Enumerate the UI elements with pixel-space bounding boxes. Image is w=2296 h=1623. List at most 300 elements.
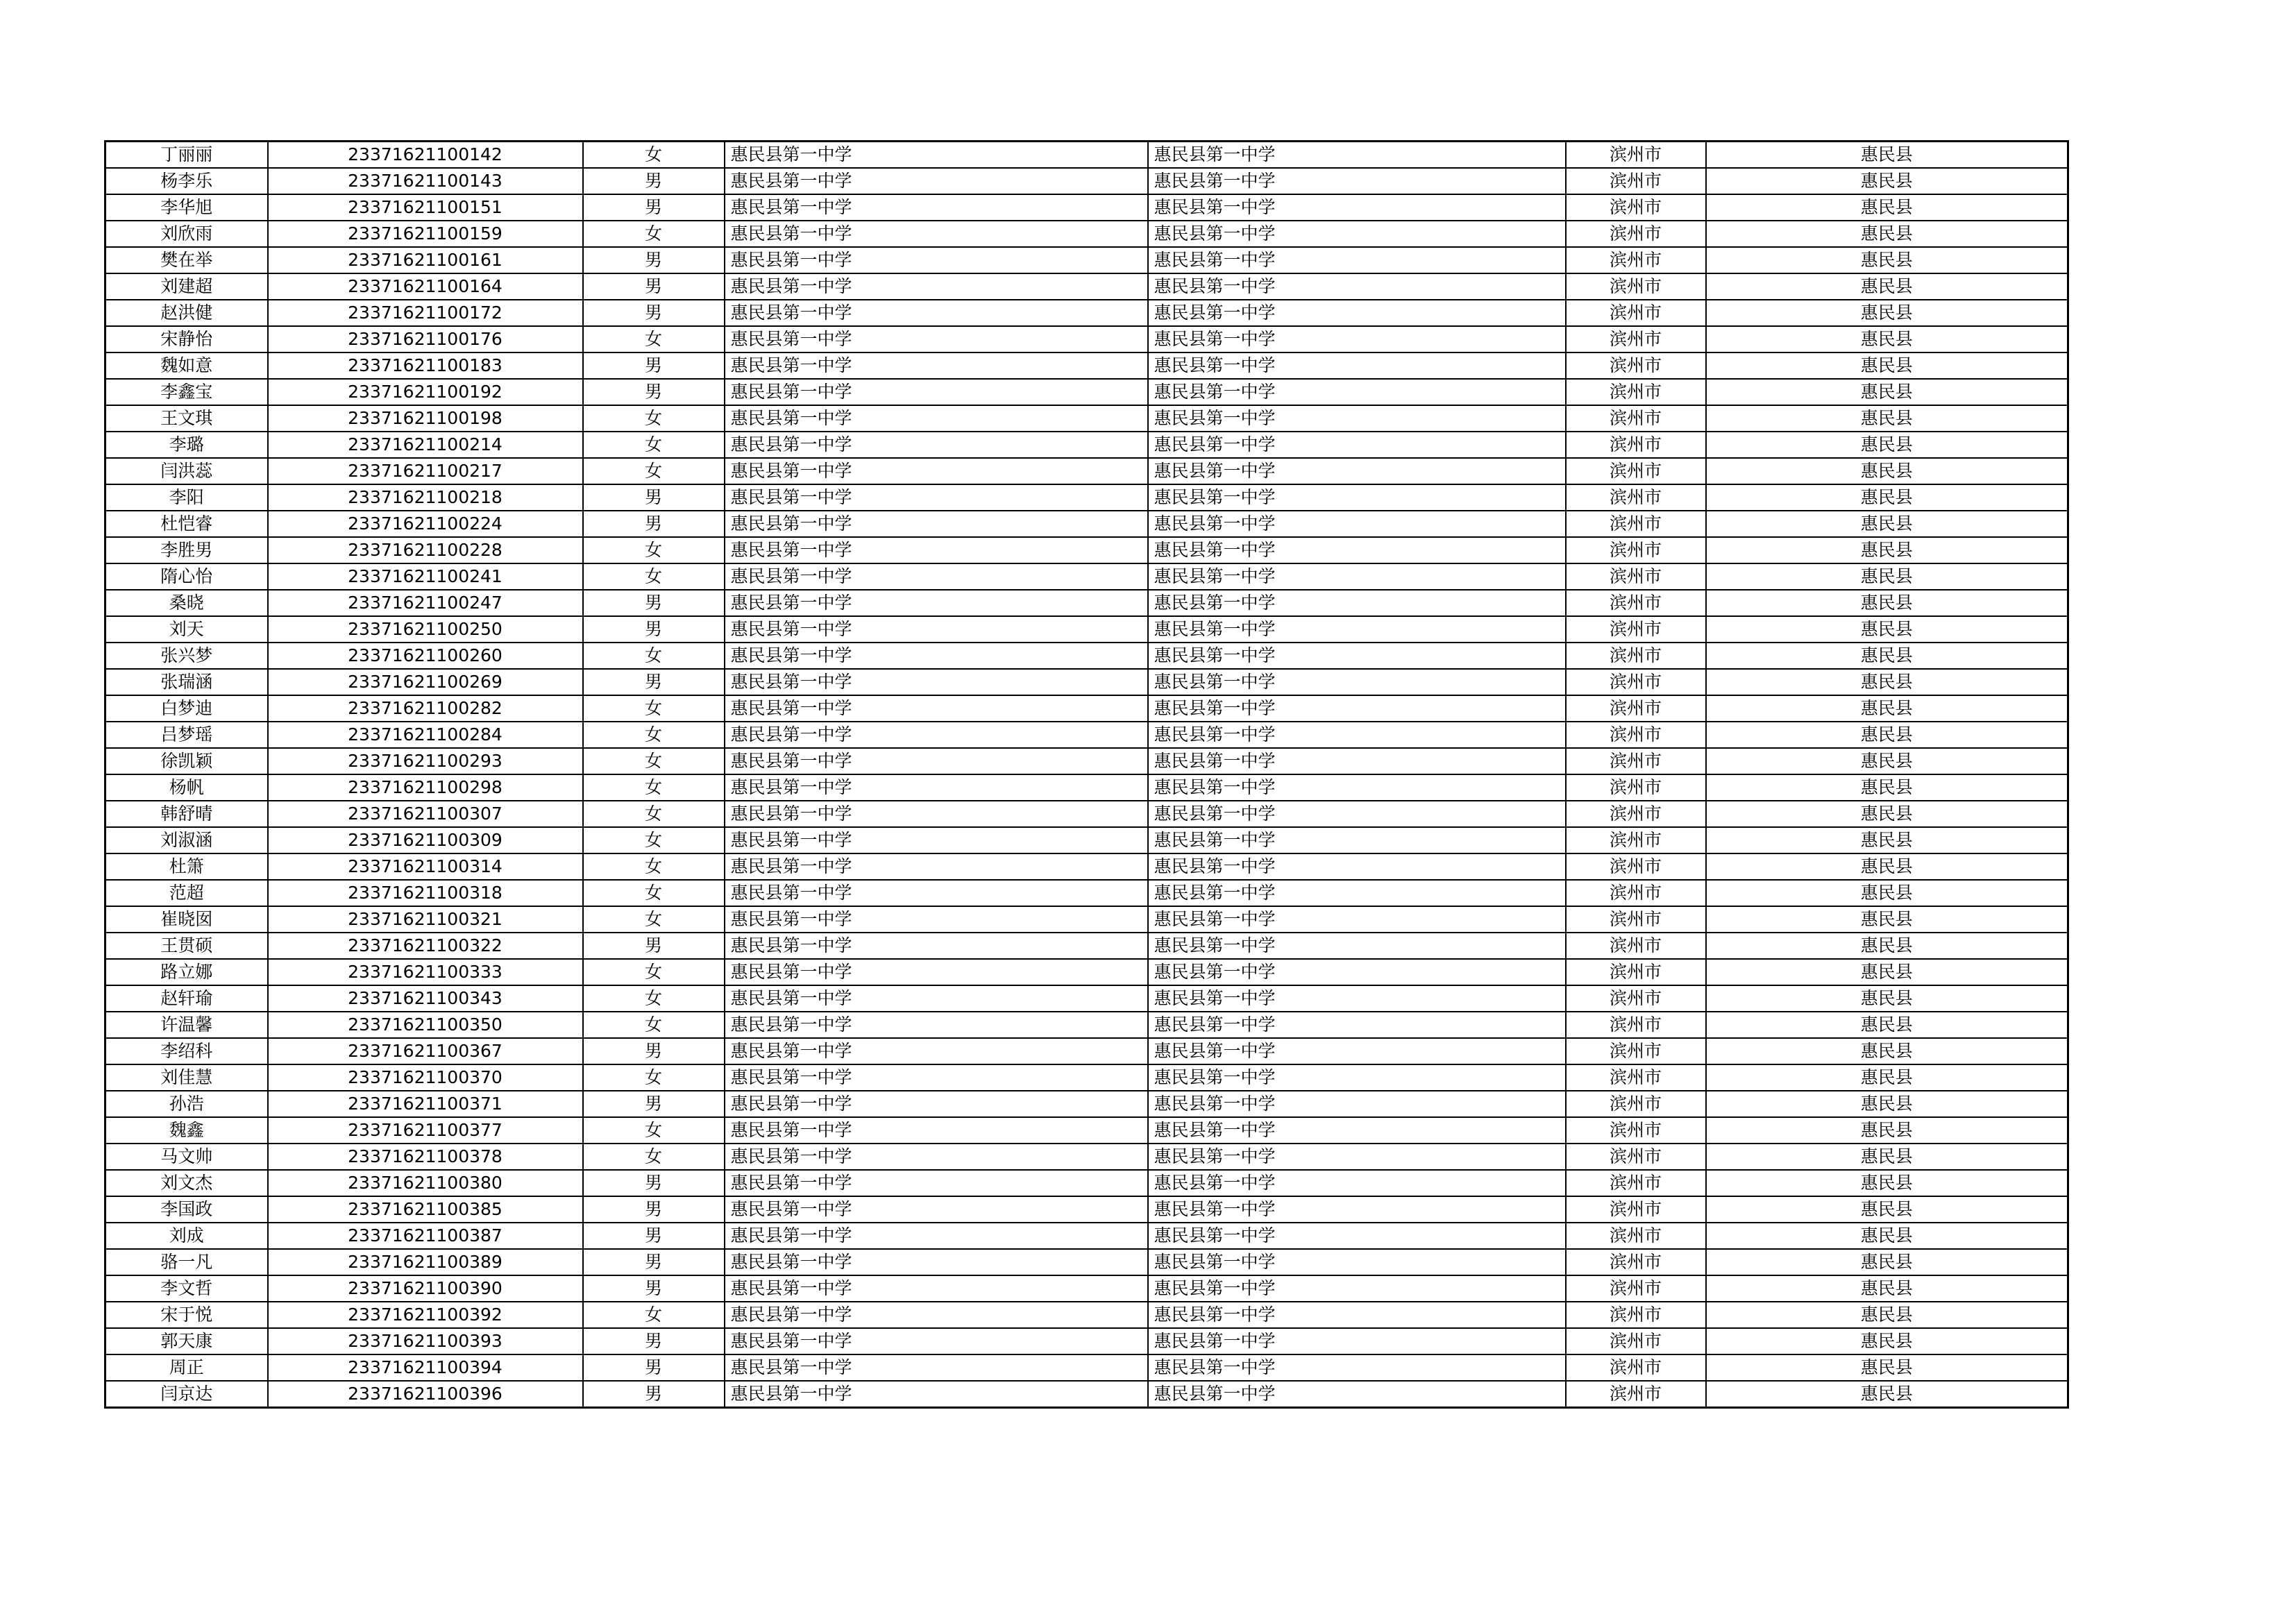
table-row xyxy=(105,326,2068,352)
cell-city: 滨州市 xyxy=(1566,247,1706,273)
cell-gender: 女 xyxy=(583,827,725,853)
cell-city: 滨州市 xyxy=(1566,221,1706,247)
cell-name: 周正 xyxy=(105,1354,268,1381)
cell-name: 王贯硕 xyxy=(105,933,268,959)
cell-county: 惠民县 xyxy=(1706,1196,2068,1223)
cell-city: 滨州市 xyxy=(1566,1144,1706,1170)
cell-exam-site: 惠民县第一中学 xyxy=(1148,985,1566,1012)
cell-school: 惠民县第一中学 xyxy=(725,247,1148,273)
cell-city: 滨州市 xyxy=(1566,880,1706,906)
cell-name: 刘佳慧 xyxy=(105,1064,268,1091)
cell-city: 滨州市 xyxy=(1566,1117,1706,1144)
cell-gender: 男 xyxy=(583,300,725,326)
cell-gender: 男 xyxy=(583,1170,725,1196)
cell-exam-id: 23371621100241 xyxy=(268,563,583,590)
cell-exam-id: 23371621100394 xyxy=(268,1354,583,1381)
cell-city: 滨州市 xyxy=(1566,352,1706,379)
cell-school: 惠民县第一中学 xyxy=(725,352,1148,379)
cell-county: 惠民县 xyxy=(1706,1117,2068,1144)
cell-school: 惠民县第一中学 xyxy=(725,537,1148,563)
cell-exam-id: 23371621100260 xyxy=(268,643,583,669)
table-row xyxy=(105,1275,2068,1302)
cell-county: 惠民县 xyxy=(1706,748,2068,774)
cell-exam-id: 23371621100378 xyxy=(268,1144,583,1170)
cell-exam-site: 惠民县第一中学 xyxy=(1148,484,1566,511)
cell-exam-id: 23371621100269 xyxy=(268,669,583,695)
cell-school: 惠民县第一中学 xyxy=(725,1328,1148,1354)
table-row xyxy=(105,168,2068,194)
cell-city: 滨州市 xyxy=(1566,748,1706,774)
cell-city: 滨州市 xyxy=(1566,563,1706,590)
table-row xyxy=(105,1328,2068,1354)
cell-exam-id: 23371621100377 xyxy=(268,1117,583,1144)
cell-exam-id: 23371621100392 xyxy=(268,1302,583,1328)
cell-county: 惠民县 xyxy=(1706,221,2068,247)
cell-gender: 女 xyxy=(583,458,725,484)
cell-gender: 女 xyxy=(583,1064,725,1091)
cell-school: 惠民县第一中学 xyxy=(725,1038,1148,1064)
cell-gender: 男 xyxy=(583,669,725,695)
cell-exam-site: 惠民县第一中学 xyxy=(1148,643,1566,669)
cell-name: 李璐 xyxy=(105,432,268,458)
cell-exam-id: 23371621100371 xyxy=(268,1091,583,1117)
cell-county: 惠民县 xyxy=(1706,722,2068,748)
cell-gender: 男 xyxy=(583,1354,725,1381)
cell-exam-site: 惠民县第一中学 xyxy=(1148,590,1566,616)
cell-school: 惠民县第一中学 xyxy=(725,1144,1148,1170)
cell-city: 滨州市 xyxy=(1566,1249,1706,1275)
cell-exam-site: 惠民县第一中学 xyxy=(1148,1196,1566,1223)
cell-exam-site: 惠民县第一中学 xyxy=(1148,1144,1566,1170)
cell-county: 惠民县 xyxy=(1706,801,2068,827)
cell-gender: 女 xyxy=(583,537,725,563)
cell-exam-id: 23371621100217 xyxy=(268,458,583,484)
cell-school: 惠民县第一中学 xyxy=(725,1170,1148,1196)
table-row xyxy=(105,273,2068,300)
cell-name: 刘天 xyxy=(105,616,268,643)
cell-name: 樊在举 xyxy=(105,247,268,273)
table-row xyxy=(105,1249,2068,1275)
table-row xyxy=(105,853,2068,880)
table-row xyxy=(105,221,2068,247)
cell-city: 滨州市 xyxy=(1566,853,1706,880)
cell-exam-site: 惠民县第一中学 xyxy=(1148,273,1566,300)
cell-city: 滨州市 xyxy=(1566,273,1706,300)
cell-name: 隋心怡 xyxy=(105,563,268,590)
cell-exam-id: 23371621100143 xyxy=(268,168,583,194)
cell-gender: 男 xyxy=(583,1091,725,1117)
cell-exam-site: 惠民县第一中学 xyxy=(1148,906,1566,933)
cell-name: 刘淑涵 xyxy=(105,827,268,853)
cell-county: 惠民县 xyxy=(1706,1354,2068,1381)
cell-school: 惠民县第一中学 xyxy=(725,1354,1148,1381)
cell-exam-site: 惠民县第一中学 xyxy=(1148,801,1566,827)
table-row xyxy=(105,722,2068,748)
cell-name: 魏鑫 xyxy=(105,1117,268,1144)
cell-county: 惠民县 xyxy=(1706,537,2068,563)
cell-school: 惠民县第一中学 xyxy=(725,748,1148,774)
cell-school: 惠民县第一中学 xyxy=(725,194,1148,221)
cell-county: 惠民县 xyxy=(1706,827,2068,853)
cell-exam-id: 23371621100228 xyxy=(268,537,583,563)
cell-name: 杜恺睿 xyxy=(105,511,268,537)
cell-name: 李国政 xyxy=(105,1196,268,1223)
cell-city: 滨州市 xyxy=(1566,1170,1706,1196)
cell-name: 刘欣雨 xyxy=(105,221,268,247)
cell-name: 张瑞涵 xyxy=(105,669,268,695)
cell-gender: 女 xyxy=(583,853,725,880)
cell-county: 惠民县 xyxy=(1706,432,2068,458)
cell-gender: 男 xyxy=(583,273,725,300)
cell-exam-id: 23371621100250 xyxy=(268,616,583,643)
cell-city: 滨州市 xyxy=(1566,1354,1706,1381)
cell-county: 惠民县 xyxy=(1706,300,2068,326)
cell-gender: 女 xyxy=(583,959,725,985)
cell-school: 惠民县第一中学 xyxy=(725,379,1148,405)
table-row xyxy=(105,880,2068,906)
cell-city: 滨州市 xyxy=(1566,906,1706,933)
cell-exam-site: 惠民县第一中学 xyxy=(1148,221,1566,247)
cell-exam-id: 23371621100161 xyxy=(268,247,583,273)
cell-exam-id: 23371621100385 xyxy=(268,1196,583,1223)
cell-county: 惠民县 xyxy=(1706,405,2068,432)
cell-exam-site: 惠民县第一中学 xyxy=(1148,933,1566,959)
cell-exam-site: 惠民县第一中学 xyxy=(1148,511,1566,537)
table-row xyxy=(105,511,2068,537)
cell-name: 孙浩 xyxy=(105,1091,268,1117)
cell-name: 闫洪蕊 xyxy=(105,458,268,484)
cell-name: 杨李乐 xyxy=(105,168,268,194)
table-row xyxy=(105,247,2068,273)
cell-exam-site: 惠民县第一中学 xyxy=(1148,616,1566,643)
cell-exam-site: 惠民县第一中学 xyxy=(1148,537,1566,563)
cell-gender: 女 xyxy=(583,748,725,774)
cell-school: 惠民县第一中学 xyxy=(725,1275,1148,1302)
cell-name: 吕梦瑶 xyxy=(105,722,268,748)
cell-exam-site: 惠民县第一中学 xyxy=(1148,300,1566,326)
cell-city: 滨州市 xyxy=(1566,1328,1706,1354)
cell-city: 滨州市 xyxy=(1566,616,1706,643)
cell-gender: 男 xyxy=(583,379,725,405)
table-row xyxy=(105,379,2068,405)
cell-exam-site: 惠民县第一中学 xyxy=(1148,1249,1566,1275)
cell-exam-site: 惠民县第一中学 xyxy=(1148,695,1566,722)
cell-exam-id: 23371621100370 xyxy=(268,1064,583,1091)
table-row xyxy=(105,537,2068,563)
cell-exam-site: 惠民县第一中学 xyxy=(1148,1328,1566,1354)
cell-school: 惠民县第一中学 xyxy=(725,1064,1148,1091)
cell-county: 惠民县 xyxy=(1706,933,2068,959)
cell-gender: 女 xyxy=(583,906,725,933)
cell-exam-id: 23371621100350 xyxy=(268,1012,583,1038)
table-row xyxy=(105,616,2068,643)
cell-school: 惠民县第一中学 xyxy=(725,1117,1148,1144)
cell-county: 惠民县 xyxy=(1706,669,2068,695)
cell-school: 惠民县第一中学 xyxy=(725,827,1148,853)
cell-exam-id: 23371621100321 xyxy=(268,906,583,933)
cell-school: 惠民县第一中学 xyxy=(725,1223,1148,1249)
cell-exam-id: 23371621100318 xyxy=(268,880,583,906)
table-row xyxy=(105,801,2068,827)
table-row xyxy=(105,1012,2068,1038)
cell-name: 崔晓囡 xyxy=(105,906,268,933)
cell-school: 惠民县第一中学 xyxy=(725,511,1148,537)
cell-exam-site: 惠民县第一中学 xyxy=(1148,142,1566,169)
cell-county: 惠民县 xyxy=(1706,458,2068,484)
cell-exam-id: 23371621100322 xyxy=(268,933,583,959)
cell-gender: 男 xyxy=(583,616,725,643)
cell-exam-id: 23371621100183 xyxy=(268,352,583,379)
cell-city: 滨州市 xyxy=(1566,590,1706,616)
cell-exam-id: 23371621100387 xyxy=(268,1223,583,1249)
cell-gender: 女 xyxy=(583,695,725,722)
cell-school: 惠民县第一中学 xyxy=(725,168,1148,194)
table-row xyxy=(105,1381,2068,1408)
table-row xyxy=(105,669,2068,695)
cell-city: 滨州市 xyxy=(1566,669,1706,695)
cell-exam-id: 23371621100293 xyxy=(268,748,583,774)
cell-name: 李胜男 xyxy=(105,537,268,563)
cell-county: 惠民县 xyxy=(1706,484,2068,511)
cell-school: 惠民县第一中学 xyxy=(725,1302,1148,1328)
cell-exam-id: 23371621100307 xyxy=(268,801,583,827)
cell-name: 李华旭 xyxy=(105,194,268,221)
cell-school: 惠民县第一中学 xyxy=(725,933,1148,959)
cell-school: 惠民县第一中学 xyxy=(725,590,1148,616)
table-row xyxy=(105,300,2068,326)
cell-county: 惠民县 xyxy=(1706,1144,2068,1170)
cell-name: 赵洪健 xyxy=(105,300,268,326)
cell-county: 惠民县 xyxy=(1706,1302,2068,1328)
cell-county: 惠民县 xyxy=(1706,1170,2068,1196)
cell-name: 魏如意 xyxy=(105,352,268,379)
cell-exam-site: 惠民县第一中学 xyxy=(1148,458,1566,484)
table-row xyxy=(105,1170,2068,1196)
cell-exam-site: 惠民县第一中学 xyxy=(1148,1381,1566,1408)
cell-exam-site: 惠民县第一中学 xyxy=(1148,853,1566,880)
cell-school: 惠民县第一中学 xyxy=(725,1091,1148,1117)
cell-name: 白梦迪 xyxy=(105,695,268,722)
cell-exam-site: 惠民县第一中学 xyxy=(1148,1012,1566,1038)
cell-county: 惠民县 xyxy=(1706,959,2068,985)
cell-exam-site: 惠民县第一中学 xyxy=(1148,1064,1566,1091)
cell-exam-site: 惠民县第一中学 xyxy=(1148,669,1566,695)
cell-gender: 男 xyxy=(583,1328,725,1354)
cell-county: 惠民县 xyxy=(1706,142,2068,169)
cell-exam-site: 惠民县第一中学 xyxy=(1148,774,1566,801)
cell-exam-site: 惠民县第一中学 xyxy=(1148,880,1566,906)
cell-name: 路立娜 xyxy=(105,959,268,985)
cell-exam-id: 23371621100314 xyxy=(268,853,583,880)
cell-school: 惠民县第一中学 xyxy=(725,1381,1148,1408)
cell-city: 滨州市 xyxy=(1566,1381,1706,1408)
cell-school: 惠民县第一中学 xyxy=(725,801,1148,827)
cell-exam-site: 惠民县第一中学 xyxy=(1148,379,1566,405)
cell-exam-id: 23371621100224 xyxy=(268,511,583,537)
cell-county: 惠民县 xyxy=(1706,695,2068,722)
cell-school: 惠民县第一中学 xyxy=(725,616,1148,643)
cell-exam-id: 23371621100198 xyxy=(268,405,583,432)
table-row xyxy=(105,959,2068,985)
cell-gender: 女 xyxy=(583,985,725,1012)
cell-exam-site: 惠民县第一中学 xyxy=(1148,1354,1566,1381)
cell-exam-site: 惠民县第一中学 xyxy=(1148,959,1566,985)
cell-exam-site: 惠民县第一中学 xyxy=(1148,1170,1566,1196)
cell-exam-site: 惠民县第一中学 xyxy=(1148,326,1566,352)
cell-exam-id: 23371621100218 xyxy=(268,484,583,511)
cell-gender: 女 xyxy=(583,643,725,669)
table-row xyxy=(105,1354,2068,1381)
cell-gender: 女 xyxy=(583,432,725,458)
cell-city: 滨州市 xyxy=(1566,959,1706,985)
cell-exam-site: 惠民县第一中学 xyxy=(1148,194,1566,221)
cell-name: 刘建超 xyxy=(105,273,268,300)
cell-school: 惠民县第一中学 xyxy=(725,959,1148,985)
cell-name: 杜箫 xyxy=(105,853,268,880)
cell-school: 惠民县第一中学 xyxy=(725,643,1148,669)
cell-school: 惠民县第一中学 xyxy=(725,142,1148,169)
cell-exam-site: 惠民县第一中学 xyxy=(1148,563,1566,590)
cell-gender: 男 xyxy=(583,1275,725,1302)
cell-city: 滨州市 xyxy=(1566,1091,1706,1117)
cell-gender: 男 xyxy=(583,1196,725,1223)
cell-gender: 男 xyxy=(583,194,725,221)
cell-exam-site: 惠民县第一中学 xyxy=(1148,1223,1566,1249)
cell-city: 滨州市 xyxy=(1566,511,1706,537)
table-row xyxy=(105,590,2068,616)
cell-exam-site: 惠民县第一中学 xyxy=(1148,1038,1566,1064)
cell-city: 滨州市 xyxy=(1566,1223,1706,1249)
cell-name: 桑晓 xyxy=(105,590,268,616)
cell-gender: 男 xyxy=(583,1249,725,1275)
cell-gender: 女 xyxy=(583,774,725,801)
cell-county: 惠民县 xyxy=(1706,880,2068,906)
cell-exam-id: 23371621100214 xyxy=(268,432,583,458)
roster-sheet xyxy=(104,140,2069,1409)
cell-exam-id: 23371621100367 xyxy=(268,1038,583,1064)
cell-county: 惠民县 xyxy=(1706,563,2068,590)
cell-name: 杨帆 xyxy=(105,774,268,801)
table-row xyxy=(105,1144,2068,1170)
cell-school: 惠民县第一中学 xyxy=(725,669,1148,695)
cell-school: 惠民县第一中学 xyxy=(725,484,1148,511)
cell-county: 惠民县 xyxy=(1706,1249,2068,1275)
cell-city: 滨州市 xyxy=(1566,827,1706,853)
cell-school: 惠民县第一中学 xyxy=(725,405,1148,432)
cell-school: 惠民县第一中学 xyxy=(725,880,1148,906)
cell-school: 惠民县第一中学 xyxy=(725,695,1148,722)
cell-name: 宋于悦 xyxy=(105,1302,268,1328)
table-row xyxy=(105,985,2068,1012)
cell-city: 滨州市 xyxy=(1566,1196,1706,1223)
cell-name: 丁丽丽 xyxy=(105,142,268,169)
cell-school: 惠民县第一中学 xyxy=(725,221,1148,247)
cell-gender: 男 xyxy=(583,352,725,379)
cell-county: 惠民县 xyxy=(1706,1275,2068,1302)
cell-school: 惠民县第一中学 xyxy=(725,273,1148,300)
table-row xyxy=(105,1196,2068,1223)
cell-exam-id: 23371621100298 xyxy=(268,774,583,801)
cell-city: 滨州市 xyxy=(1566,484,1706,511)
table-row xyxy=(105,827,2068,853)
cell-county: 惠民县 xyxy=(1706,774,2068,801)
cell-county: 惠民县 xyxy=(1706,168,2068,194)
cell-county: 惠民县 xyxy=(1706,1223,2068,1249)
cell-city: 滨州市 xyxy=(1566,326,1706,352)
cell-city: 滨州市 xyxy=(1566,695,1706,722)
cell-name: 李绍科 xyxy=(105,1038,268,1064)
cell-exam-id: 23371621100151 xyxy=(268,194,583,221)
cell-exam-site: 惠民县第一中学 xyxy=(1148,352,1566,379)
cell-gender: 女 xyxy=(583,722,725,748)
cell-county: 惠民县 xyxy=(1706,906,2068,933)
cell-exam-id: 23371621100390 xyxy=(268,1275,583,1302)
table-row xyxy=(105,194,2068,221)
cell-name: 张兴梦 xyxy=(105,643,268,669)
cell-city: 滨州市 xyxy=(1566,379,1706,405)
cell-exam-id: 23371621100192 xyxy=(268,379,583,405)
table-row xyxy=(105,1302,2068,1328)
cell-gender: 女 xyxy=(583,142,725,169)
cell-city: 滨州市 xyxy=(1566,432,1706,458)
cell-school: 惠民县第一中学 xyxy=(725,563,1148,590)
cell-name: 刘文杰 xyxy=(105,1170,268,1196)
cell-name: 马文帅 xyxy=(105,1144,268,1170)
cell-name: 徐凯颖 xyxy=(105,748,268,774)
cell-county: 惠民县 xyxy=(1706,985,2068,1012)
cell-school: 惠民县第一中学 xyxy=(725,774,1148,801)
cell-gender: 男 xyxy=(583,247,725,273)
cell-county: 惠民县 xyxy=(1706,1381,2068,1408)
cell-city: 滨州市 xyxy=(1566,1064,1706,1091)
cell-name: 范超 xyxy=(105,880,268,906)
cell-exam-id: 23371621100159 xyxy=(268,221,583,247)
cell-city: 滨州市 xyxy=(1566,1012,1706,1038)
cell-exam-id: 23371621100333 xyxy=(268,959,583,985)
table-row xyxy=(105,405,2068,432)
cell-city: 滨州市 xyxy=(1566,722,1706,748)
cell-county: 惠民县 xyxy=(1706,326,2068,352)
cell-name: 李阳 xyxy=(105,484,268,511)
cell-county: 惠民县 xyxy=(1706,590,2068,616)
cell-exam-id: 23371621100282 xyxy=(268,695,583,722)
cell-gender: 男 xyxy=(583,1381,725,1408)
cell-name: 许温馨 xyxy=(105,1012,268,1038)
cell-city: 滨州市 xyxy=(1566,774,1706,801)
cell-exam-id: 23371621100389 xyxy=(268,1249,583,1275)
cell-city: 滨州市 xyxy=(1566,168,1706,194)
cell-exam-site: 惠民县第一中学 xyxy=(1148,827,1566,853)
cell-county: 惠民县 xyxy=(1706,379,2068,405)
cell-gender: 男 xyxy=(583,1223,725,1249)
table-row xyxy=(105,352,2068,379)
cell-county: 惠民县 xyxy=(1706,1328,2068,1354)
table-row xyxy=(105,484,2068,511)
cell-exam-id: 23371621100396 xyxy=(268,1381,583,1408)
cell-county: 惠民县 xyxy=(1706,511,2068,537)
cell-gender: 女 xyxy=(583,801,725,827)
cell-name: 李文哲 xyxy=(105,1275,268,1302)
cell-exam-id: 23371621100172 xyxy=(268,300,583,326)
table-row xyxy=(105,695,2068,722)
cell-exam-id: 23371621100142 xyxy=(268,142,583,169)
cell-exam-site: 惠民县第一中学 xyxy=(1148,722,1566,748)
cell-gender: 女 xyxy=(583,1012,725,1038)
cell-gender: 男 xyxy=(583,590,725,616)
cell-city: 滨州市 xyxy=(1566,300,1706,326)
cell-gender: 女 xyxy=(583,563,725,590)
cell-exam-site: 惠民县第一中学 xyxy=(1148,405,1566,432)
